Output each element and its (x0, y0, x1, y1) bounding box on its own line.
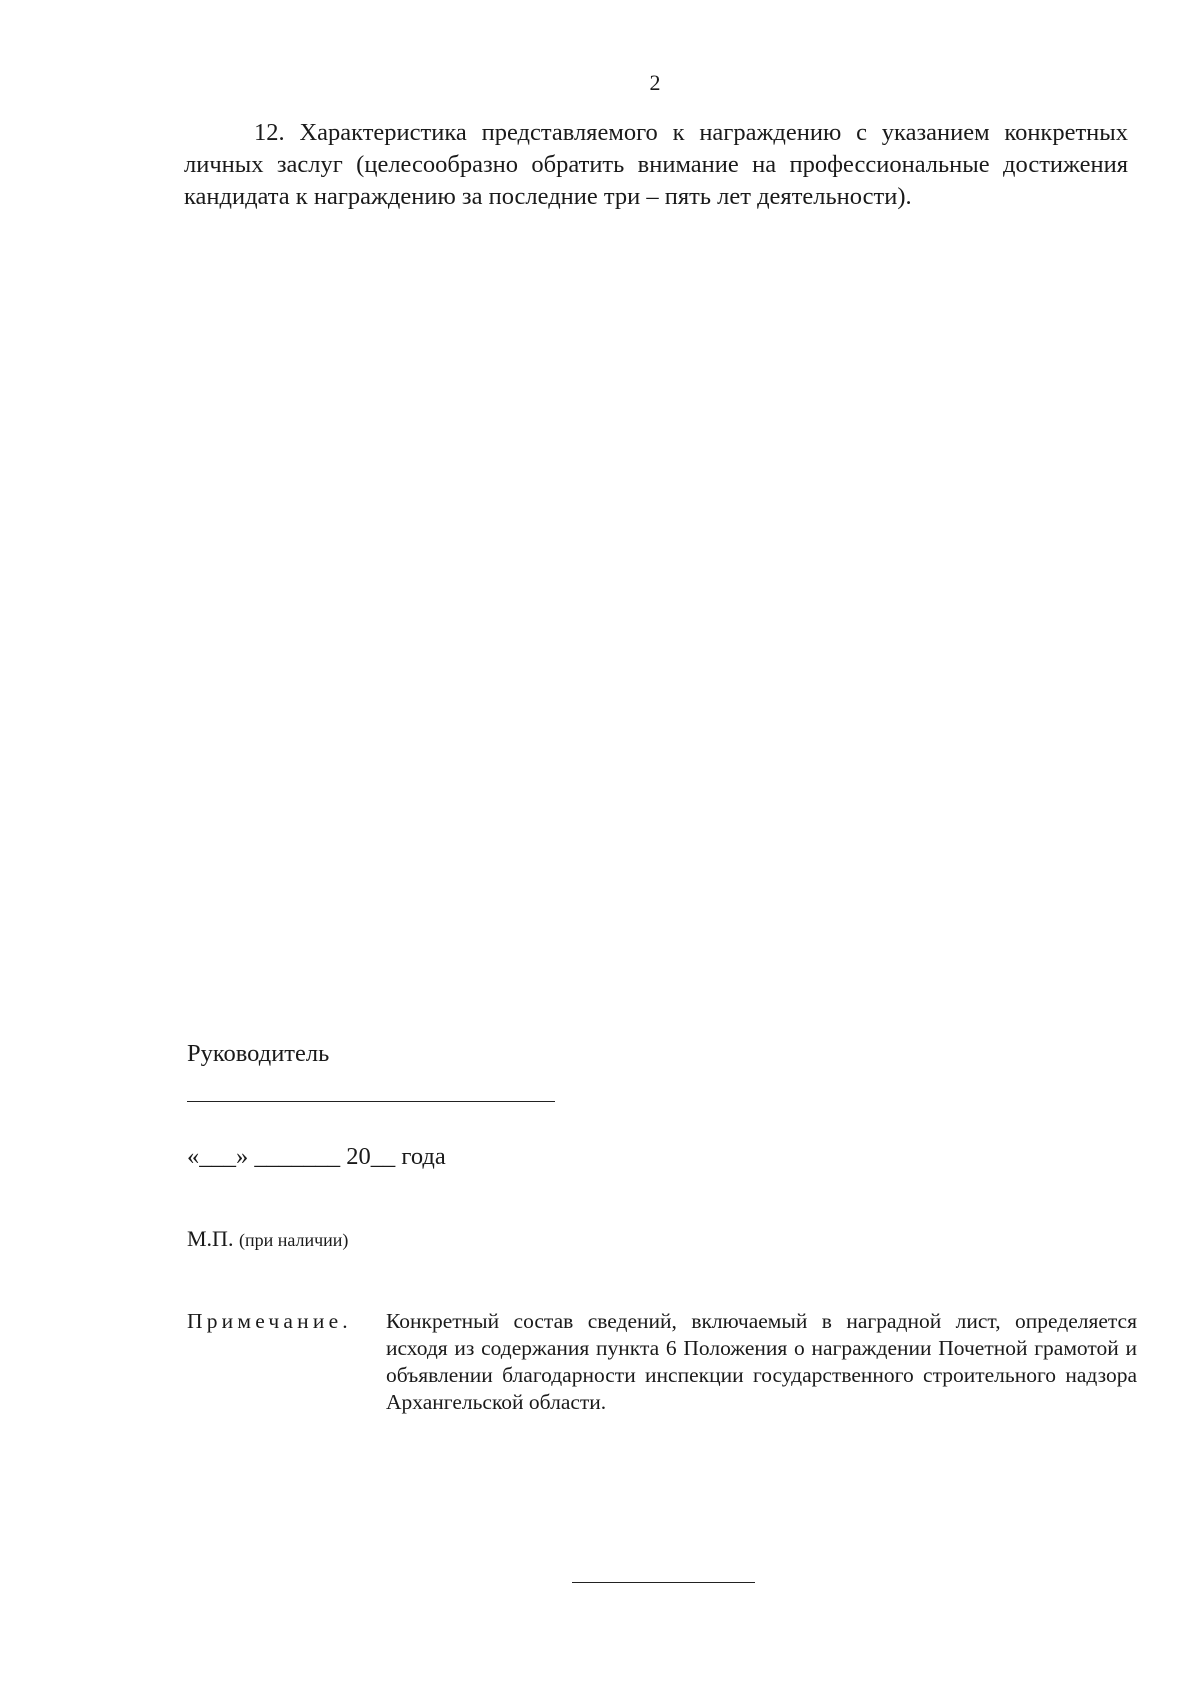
item-12-paragraph: 12. Характеристика представляемого к награждению с указанием конкретных личных заслуг (целесообразно обратить внимание на профессиональные достижения кандидата к награждению за последние три – пять лет деятельности). (184, 119, 1128, 210)
date-line: «___» _______ 20__ года (187, 1143, 446, 1170)
signature-line (187, 1101, 555, 1102)
stamp-block (187, 1226, 348, 1252)
note-text: Конкретный состав сведений, включаемый в наградной лист, определяется исходя из содержания пункта 6 Положения о награждении Почетной грамотой и объявлении благодарности инспекции государственного строительного надзора Архангельской области. (386, 1309, 1137, 1414)
stamp-note: (при наличии) (238, 1230, 349, 1250)
signature-label: Руководитель (187, 1040, 330, 1067)
note-label: Примечание. (187, 1309, 352, 1333)
page-number: 2 (649, 70, 661, 95)
footer-divider (572, 1582, 755, 1583)
stamp-label: М.П. (187, 1226, 234, 1251)
